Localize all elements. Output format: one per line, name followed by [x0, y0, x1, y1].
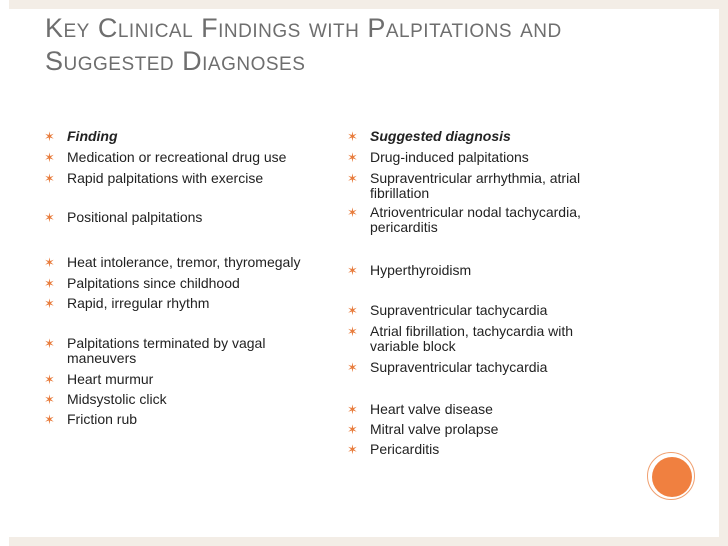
bullet-icon: ✶: [44, 129, 55, 144]
diagnosis-item: ✶ Atrial fibrillation, tachycardia with variable block: [347, 323, 574, 354]
bullet-icon: ✶: [347, 303, 358, 318]
diagnosis-item: ✶ Supraventricular tachycardia: [347, 302, 548, 318]
diagnosis-item: ✶ Drug-induced palpitations: [347, 149, 529, 165]
slide-title-line1: Key Clinical Findings with Palpitations and: [45, 13, 562, 43]
bullet-icon: ✶: [347, 442, 358, 457]
slide-title: [45, 12, 685, 78]
bullet-icon: ✶: [347, 324, 358, 339]
slide-frame-right: [719, 0, 728, 546]
left-column-header: ✶ Finding: [44, 128, 118, 144]
bullet-icon: ✶: [44, 276, 55, 291]
bullet-icon: ✶: [347, 422, 358, 437]
diagnosis-item: ✶ Supraventricular tachycardia: [347, 359, 548, 375]
bullet-icon: ✶: [347, 129, 358, 144]
decorative-orange-circle: [652, 457, 692, 497]
diagnosis-item: ✶ Atrioventricular nodal tachycardia, pericarditis: [347, 204, 581, 235]
bullet-icon: ✶: [44, 150, 55, 165]
bullet-icon: ✶: [347, 150, 358, 165]
diagnosis-item: ✶ Heart valve disease: [347, 401, 493, 417]
right-column-header: ✶ Suggested diagnosis: [347, 128, 511, 144]
bullet-icon: ✶: [347, 171, 358, 186]
finding-item: ✶ Rapid, irregular rhythm: [44, 295, 210, 311]
finding-item: ✶ Friction rub: [44, 411, 138, 427]
finding-item: ✶ Palpitations since childhood: [44, 275, 240, 291]
finding-item: ✶ Heat intolerance, tremor, thyromegaly: [44, 254, 301, 270]
finding-item: ✶ Palpitations terminated by vagal maneuvers: [44, 335, 266, 366]
bullet-icon: ✶: [44, 210, 55, 225]
slide-frame-bottom: [0, 537, 728, 546]
finding-item: ✶ Rapid palpitations with exercise: [44, 170, 264, 186]
diagnosis-item: ✶ Pericarditis: [347, 441, 440, 457]
finding-item: ✶ Heart murmur: [44, 371, 154, 387]
bullet-icon: ✶: [44, 392, 55, 407]
bullet-icon: ✶: [44, 412, 55, 427]
bullet-icon: ✶: [44, 171, 55, 186]
bullet-icon: ✶: [44, 255, 55, 270]
finding-item: ✶ Medication or recreational drug use: [44, 149, 287, 165]
bullet-icon: ✶: [347, 360, 358, 375]
diagnosis-item: ✶ Supraventricular arrhythmia, atrial fibrillation: [347, 170, 581, 201]
finding-item: ✶ Positional palpitations: [44, 209, 203, 225]
bullet-icon: ✶: [44, 372, 55, 387]
finding-item: ✶ Midsystolic click: [44, 391, 167, 407]
diagnosis-item: ✶ Hyperthyroidism: [347, 262, 472, 278]
slide-frame-left: [0, 0, 9, 546]
bullet-icon: ✶: [44, 336, 55, 351]
diagnosis-item: ✶ Mitral valve prolapse: [347, 421, 499, 437]
bullet-icon: ✶: [44, 296, 55, 311]
slide-title-line2: Suggested Diagnoses: [45, 46, 306, 76]
bullet-icon: ✶: [347, 263, 358, 278]
bullet-icon: ✶: [347, 205, 358, 220]
bullet-icon: ✶: [347, 402, 358, 417]
slide-frame-top: [0, 0, 728, 9]
